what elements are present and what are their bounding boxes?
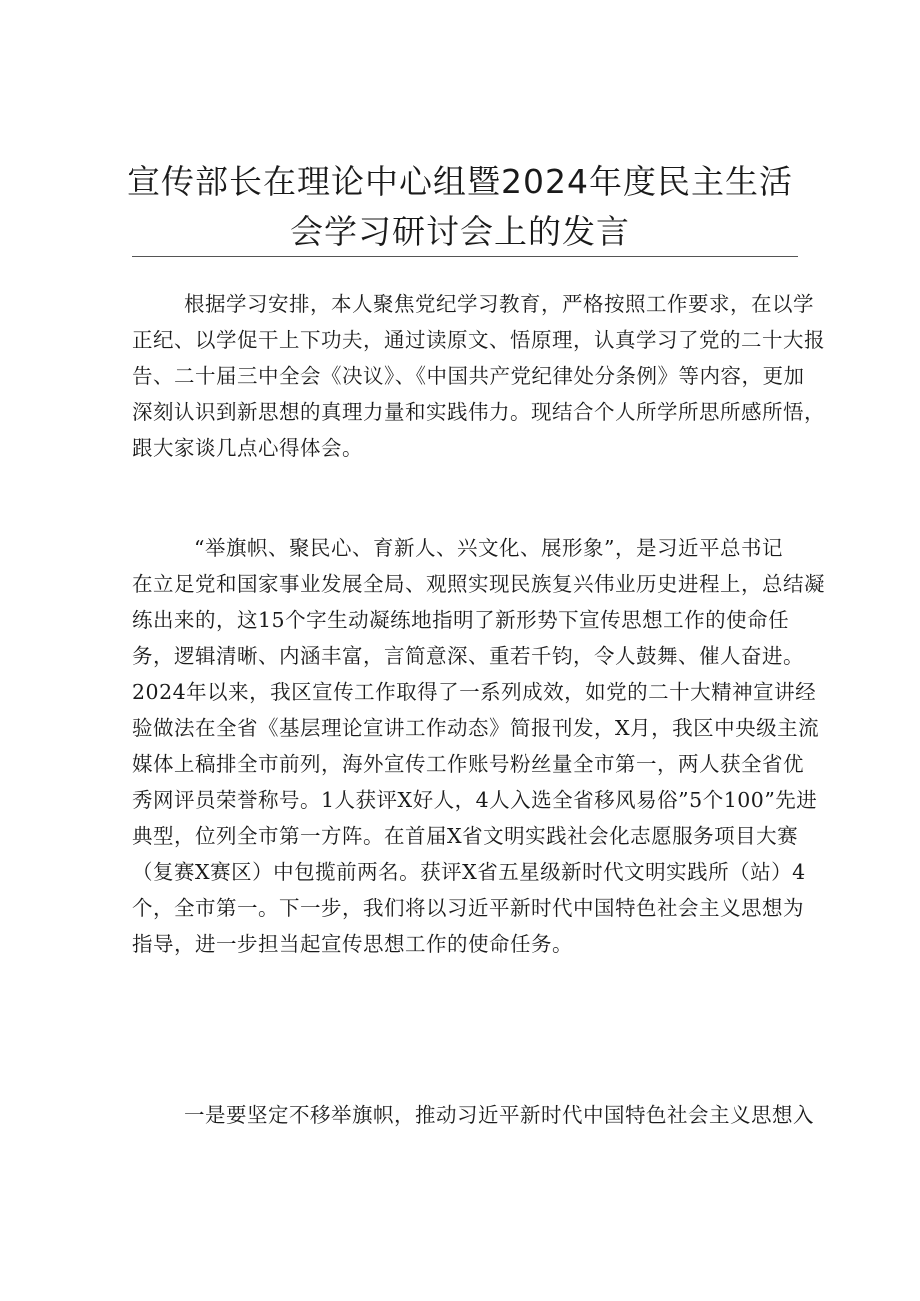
text-line: 练出来的，这15个字生动凝练地指明了新形势下宣传思想工作的使命任 [132, 608, 790, 632]
text-line: 深刻认识到新思想的真理力量和实践伟力。现结合个人所学所思所感所悟， [132, 400, 825, 424]
text-line: 媒体上稿排全市前列，海外宣传工作账号粉丝量全市第一，两人获全省优 [132, 752, 804, 776]
title-divider [132, 256, 798, 257]
text-line: 验做法在全省《基层理论宣讲工作动态》简报刊发，X月，我区中央级主流 [132, 716, 820, 740]
text-line: 在立足党和国家事业发展全局、观照实现民族复兴伟业历史进程上，总结凝 [132, 572, 825, 596]
text-line: “举旗帜、聚民心、育新人、兴文化、展形象”，是习近平总书记 [194, 536, 783, 560]
text-line: 一是要坚定不移举旗帜，推动习近平新时代中国特色社会主义思想入 [184, 1103, 814, 1127]
document-title [0, 157, 920, 257]
paragraph-point-one [132, 1097, 814, 1133]
title-line-2: 会学习研讨会上的发言 [290, 212, 630, 251]
text-line: 2024年以来，我区宣传工作取得了一系列成效，如党的二十大精神宣讲经 [132, 680, 817, 704]
title-line-1: 宣传部长在理论中心组暨2024年度民主生活 [127, 162, 793, 201]
paragraph-body [132, 530, 825, 962]
text-line: 指导，进一步担当起宣传思想工作的使命任务。 [132, 932, 573, 956]
text-line: 根据学习安排，本人聚焦党纪学习教育，严格按照工作要求，在以学 [184, 292, 814, 316]
text-line: 告、二十届三中全会《决议》、《中国共产党纪律处分条例》等内容，更加 [132, 364, 805, 388]
text-line: 务，逻辑清晰、内涵丰富，言简意深、重若千钧，令人鼓舞、催人奋进。 [132, 644, 804, 668]
text-line: 典型，位列全市第一方阵。在首届X省文明实践社会化志愿服务项目大赛 [132, 824, 799, 848]
paragraph-intro [132, 286, 825, 466]
text-line: （复赛X赛区）中包揽前两名。获评X省五星级新时代文明实践所（站）4 [132, 860, 806, 884]
text-line: 秀网评员荣誉称号。1人获评X好人，4人入选全省移风易俗”5个100”先进 [132, 788, 818, 812]
text-line: 跟大家谈几点心得体会。 [132, 436, 363, 460]
text-line: 个，全市第一。下一步，我们将以习近平新时代中国特色社会主义思想为 [132, 896, 804, 920]
text-line: 正纪、以学促干上下功夫，通过读原文、悟原理，认真学习了党的二十大报 [132, 328, 825, 352]
